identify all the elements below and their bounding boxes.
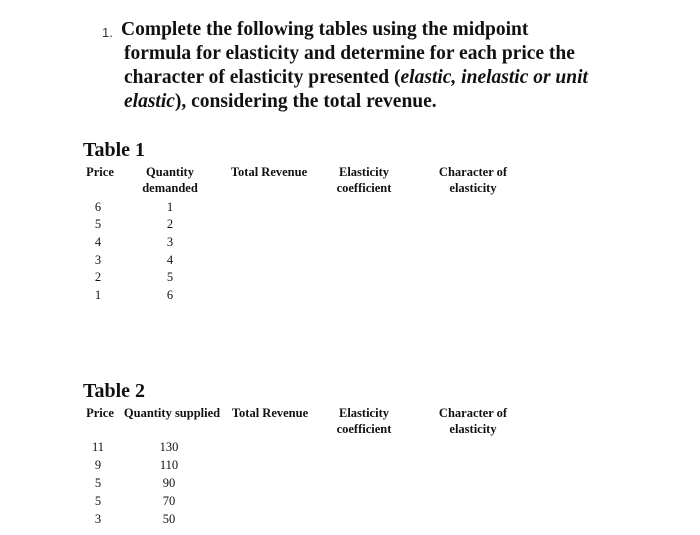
- table-1-header-elasticity: Elasticity coefficient: [336, 165, 392, 195]
- table-2-quantity-cell: 130: [159, 440, 179, 454]
- table-1-quantity-cell: 4: [166, 253, 174, 267]
- table-2-quantity-cell: 50: [162, 512, 176, 526]
- table-1-header-character: Character of elasticity: [438, 165, 508, 195]
- question-text: [121, 18, 662, 114]
- table-1-price-cell: 5: [94, 217, 102, 231]
- table-1-header-price: Price: [86, 165, 114, 179]
- table-1-quantity-cell: 5: [166, 270, 174, 284]
- table-2-header-quantity: Quantity supplied: [123, 406, 221, 420]
- table-1-quantity-cell: 1: [166, 200, 174, 214]
- table-2-price-cell: 3: [94, 512, 102, 526]
- table-2-header-total-revenue: Total Revenue: [231, 406, 309, 420]
- table-1-quantity-cell: 2: [166, 217, 174, 231]
- table-1-header-quantity: Quantity demanded: [142, 165, 198, 195]
- table-2-quantity-cell: 110: [159, 458, 179, 472]
- table-2-header-elasticity: Elasticity coefficient: [336, 406, 392, 436]
- question-line-3-italic: elastic, inelastic or unit: [400, 67, 588, 88]
- table-1-price-cell: 1: [94, 288, 102, 302]
- table-2-quantity-cell: 70: [162, 494, 176, 508]
- table-1-price-cell: 3: [94, 253, 102, 267]
- table-1-price-cell: 4: [94, 235, 102, 249]
- question-line-3: character of elasticity presented (elastic, inelastic or unit: [124, 67, 588, 88]
- table-2-header-price: Price: [86, 406, 114, 420]
- table-2-price-cell: 5: [94, 476, 102, 490]
- table-1-quantity-cell: 3: [166, 235, 174, 249]
- table-2-price-cell: 9: [94, 458, 102, 472]
- question-line-1: Complete the following tables using the midpoint: [121, 19, 529, 40]
- question-line-2: formula for elasticity and determine for each price the: [124, 43, 575, 64]
- table-1-header-total-revenue: Total Revenue: [230, 165, 308, 179]
- question-number: 1.: [102, 25, 113, 40]
- question-line-4: elastic), considering the total revenue.: [124, 91, 437, 112]
- table-2-price-cell: 11: [91, 440, 105, 454]
- question-block: [102, 18, 662, 114]
- table-1-price-cell: 2: [94, 270, 102, 284]
- question-line-4-italic: elastic: [124, 91, 175, 112]
- table-2-header-character: Character of elasticity: [438, 406, 508, 436]
- table-1-price-cell: 6: [94, 200, 102, 214]
- table-1-title: Table 1: [83, 139, 146, 161]
- table-2-price-cell: 5: [94, 494, 102, 508]
- table-2-title: Table 2: [83, 380, 146, 402]
- table-2-quantity-cell: 90: [162, 476, 176, 490]
- table-1-quantity-cell: 6: [166, 288, 174, 302]
